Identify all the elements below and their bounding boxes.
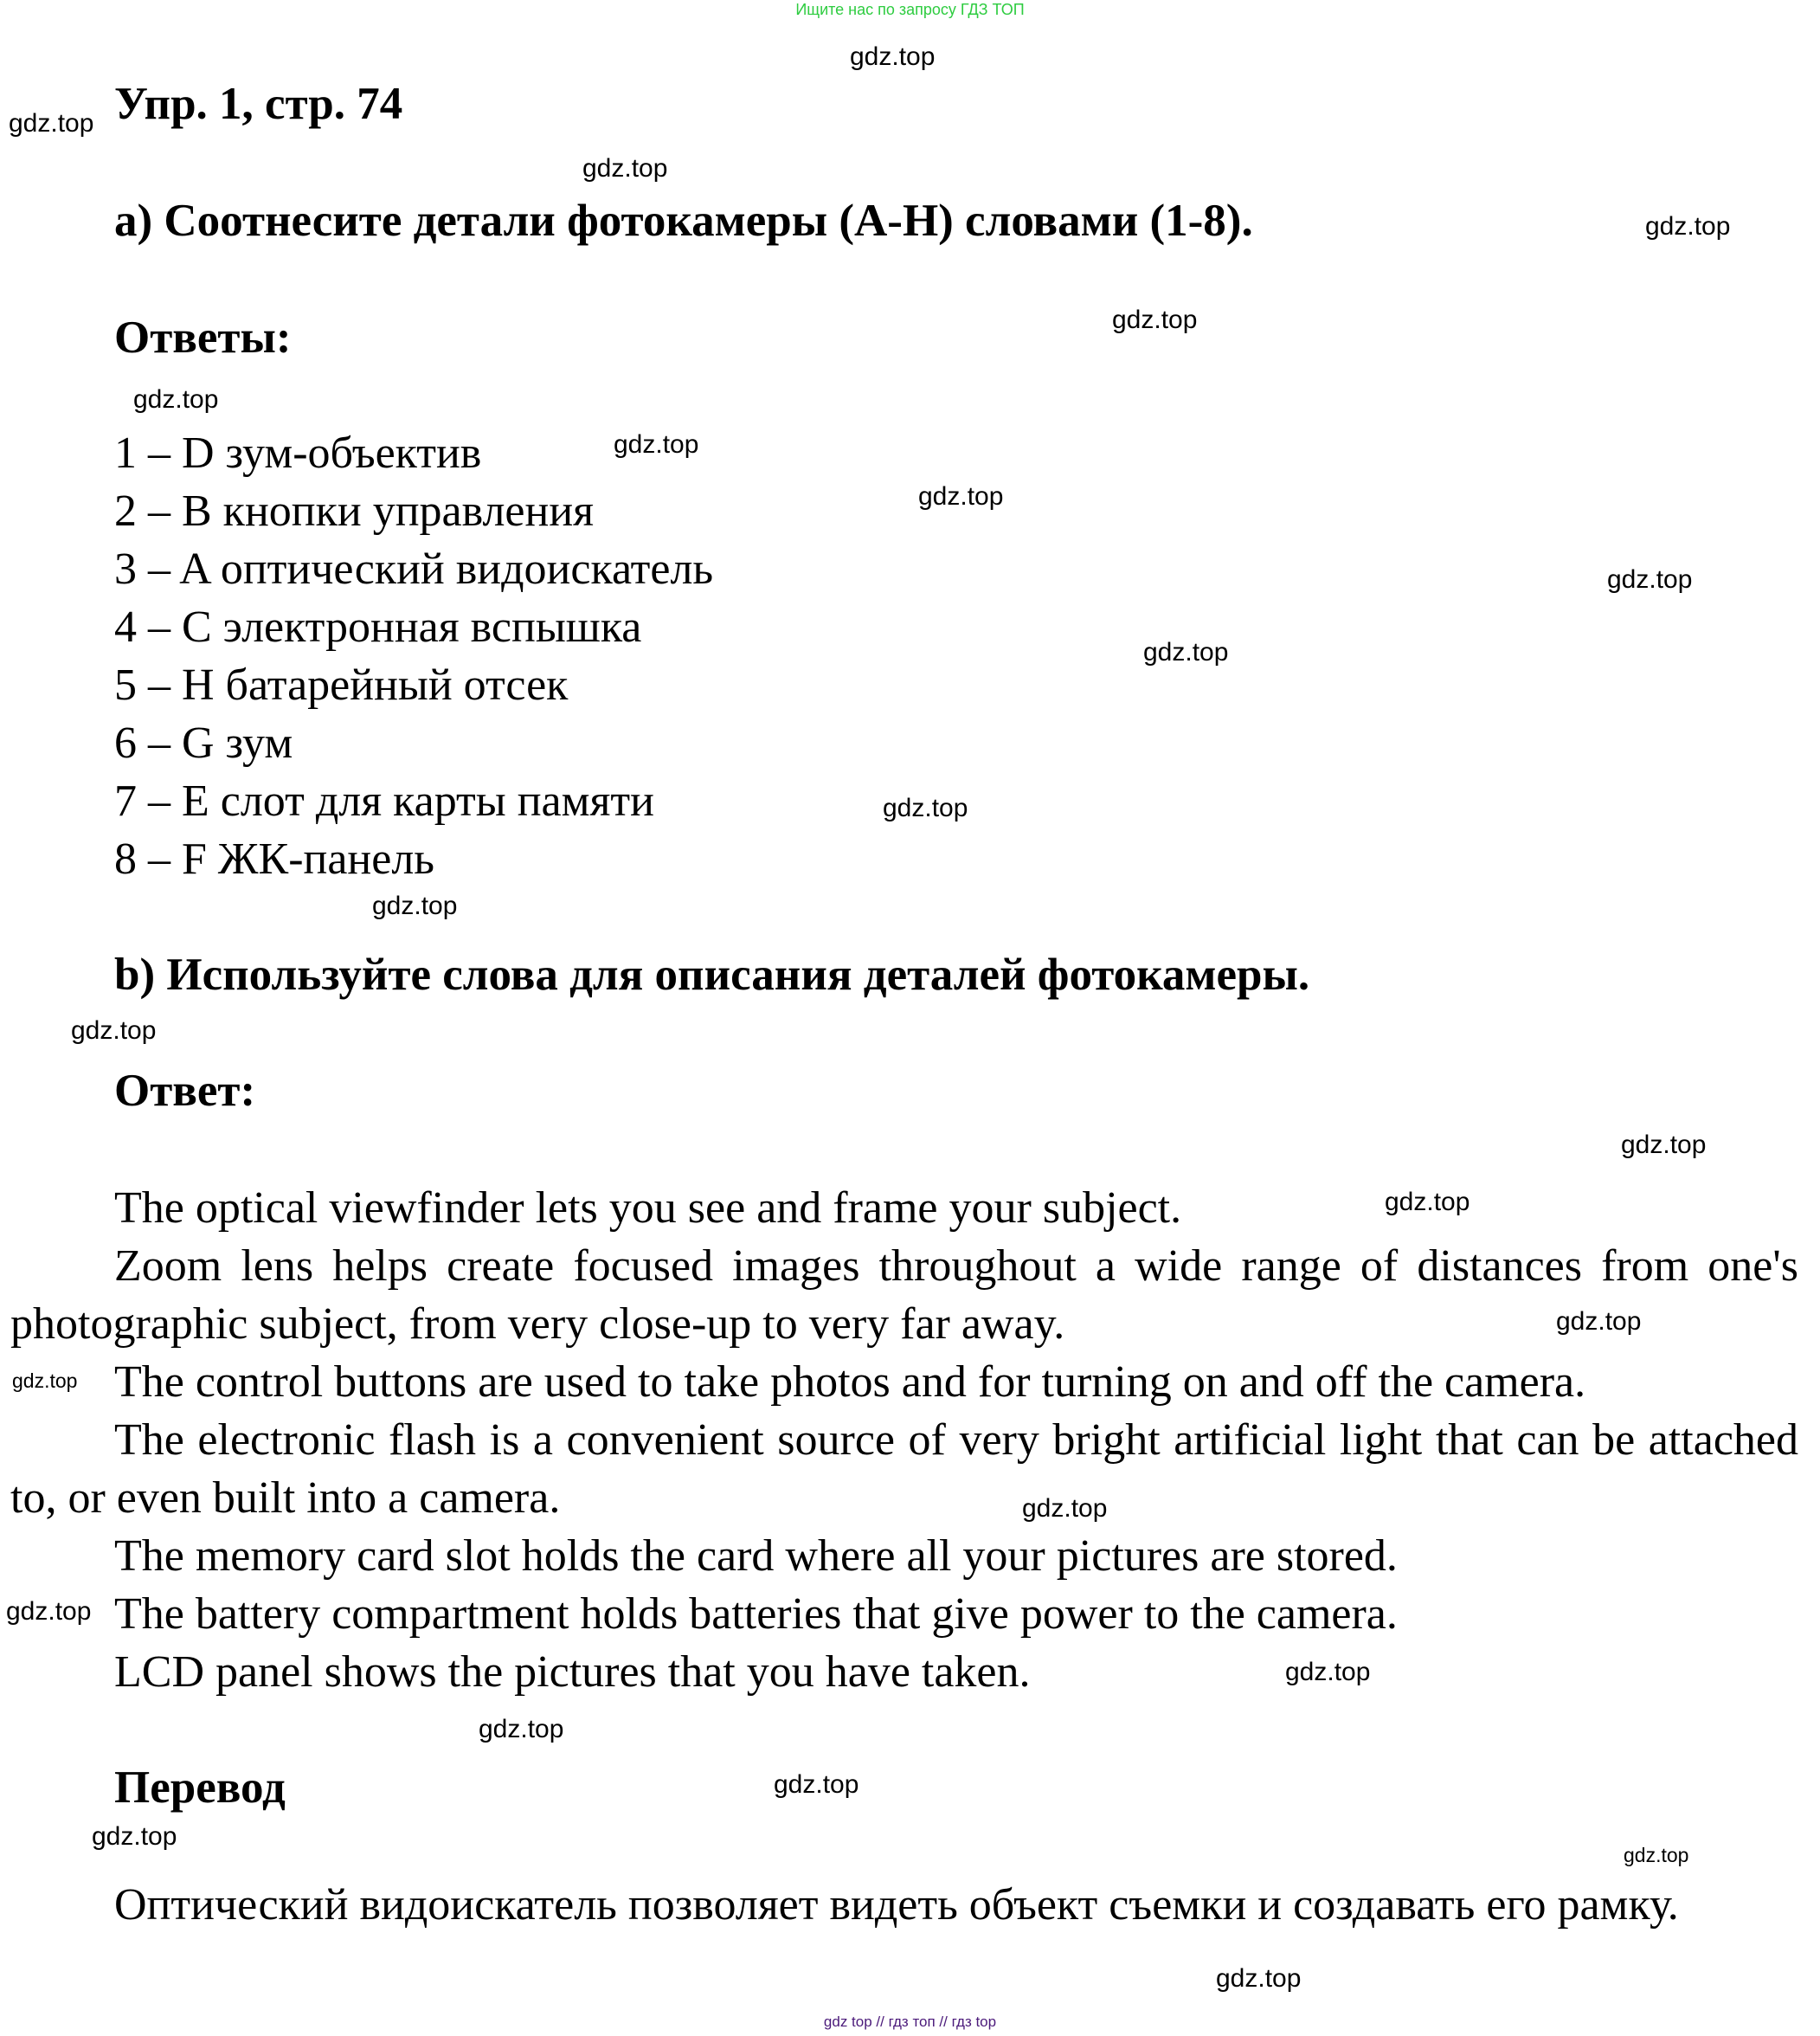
watermark: gdz.top bbox=[133, 385, 219, 414]
paragraph: The optical viewfinder lets you see and frame your subject. bbox=[114, 1183, 1182, 1233]
watermark: gdz.top bbox=[6, 1597, 92, 1626]
paragraph: The memory card slot holds the card where all your pictures are stored. bbox=[114, 1531, 1398, 1581]
task-a-heading: a) Соотнесите детали фотокамеры (A-H) словами (1-8). bbox=[114, 196, 1253, 246]
watermark: gdz.top bbox=[1143, 638, 1229, 667]
answer-item: 1 – D зум-объектив bbox=[114, 428, 482, 478]
answers-heading: Ответы: bbox=[114, 312, 292, 363]
answer-item: 7 – E слот для карты памяти bbox=[114, 776, 654, 826]
watermark: gdz.top bbox=[614, 430, 699, 459]
paragraph: LCD panel shows the pictures that you have taken. bbox=[114, 1647, 1031, 1697]
watermark: gdz.top bbox=[582, 154, 668, 183]
watermark: gdz.top bbox=[918, 482, 1004, 511]
answer-item: 5 – H батарейный отсек bbox=[114, 660, 569, 710]
watermark: gdz.top bbox=[479, 1715, 564, 1743]
answer-item: 2 – B кнопки управления bbox=[114, 486, 595, 536]
watermark: gdz.top bbox=[12, 1369, 78, 1392]
english-answer bbox=[10, 1179, 1798, 1701]
bottom-banner[interactable]: gdz top // гдз топ // гдз top bbox=[823, 2013, 997, 2030]
watermark: gdz.top bbox=[372, 892, 458, 920]
page-title: Упр. 1, стр. 74 bbox=[114, 79, 403, 129]
answer-item: 6 – G зум bbox=[114, 718, 293, 768]
watermark: gdz.top bbox=[850, 42, 936, 71]
watermark: gdz.top bbox=[1645, 212, 1731, 241]
watermark: gdz.top bbox=[1621, 1131, 1707, 1159]
answer-item: 3 – A оптический видоискатель bbox=[114, 544, 714, 594]
watermark: gdz.top bbox=[92, 1822, 177, 1851]
answer-item: 4 – C электронная вспышка bbox=[114, 602, 642, 652]
watermark: gdz.top bbox=[1112, 306, 1198, 334]
watermark: gdz.top bbox=[1607, 565, 1693, 594]
paragraph: Оптический видоискатель позволяет видеть объект съемки и создавать его рамку. bbox=[114, 1880, 1679, 1930]
watermark: gdz.top bbox=[774, 1770, 859, 1799]
watermark: gdz.top bbox=[1022, 1494, 1108, 1523]
russian-translation bbox=[10, 1876, 1798, 1934]
watermark: gdz.top bbox=[883, 794, 968, 822]
paragraph: The battery compartment holds batteries that give power to the camera. bbox=[114, 1589, 1398, 1639]
paragraph: Zoom lens helps create focused images throughout a wide range of distances from one's photographic subject, from very close-up to very far away. bbox=[10, 1241, 1798, 1349]
watermark: gdz.top bbox=[1624, 1844, 1689, 1866]
watermark: gdz.top bbox=[1385, 1188, 1470, 1216]
watermark: gdz.top bbox=[1216, 1964, 1302, 1993]
top-banner[interactable]: Ищите нас по запросу ГДЗ ТОП bbox=[795, 1, 1025, 18]
paragraph: The electronic flash is a convenient source of very bright artificial light that can be attached to, or even built into a camera. bbox=[10, 1415, 1798, 1523]
answer-heading: Ответ: bbox=[114, 1066, 256, 1116]
watermark: gdz.top bbox=[1556, 1307, 1642, 1336]
answer-item: 8 – F ЖК-панель bbox=[114, 834, 434, 884]
watermark: gdz.top bbox=[1285, 1658, 1371, 1686]
translation-heading: Перевод bbox=[114, 1762, 286, 1813]
paragraph: The control buttons are used to take photos and for turning on and off the camera. bbox=[114, 1357, 1586, 1407]
watermark: gdz.top bbox=[9, 109, 94, 138]
watermark: gdz.top bbox=[71, 1016, 157, 1045]
task-b-heading: b) Используйте слова для описания деталей фотокамеры. bbox=[114, 950, 1310, 1000]
